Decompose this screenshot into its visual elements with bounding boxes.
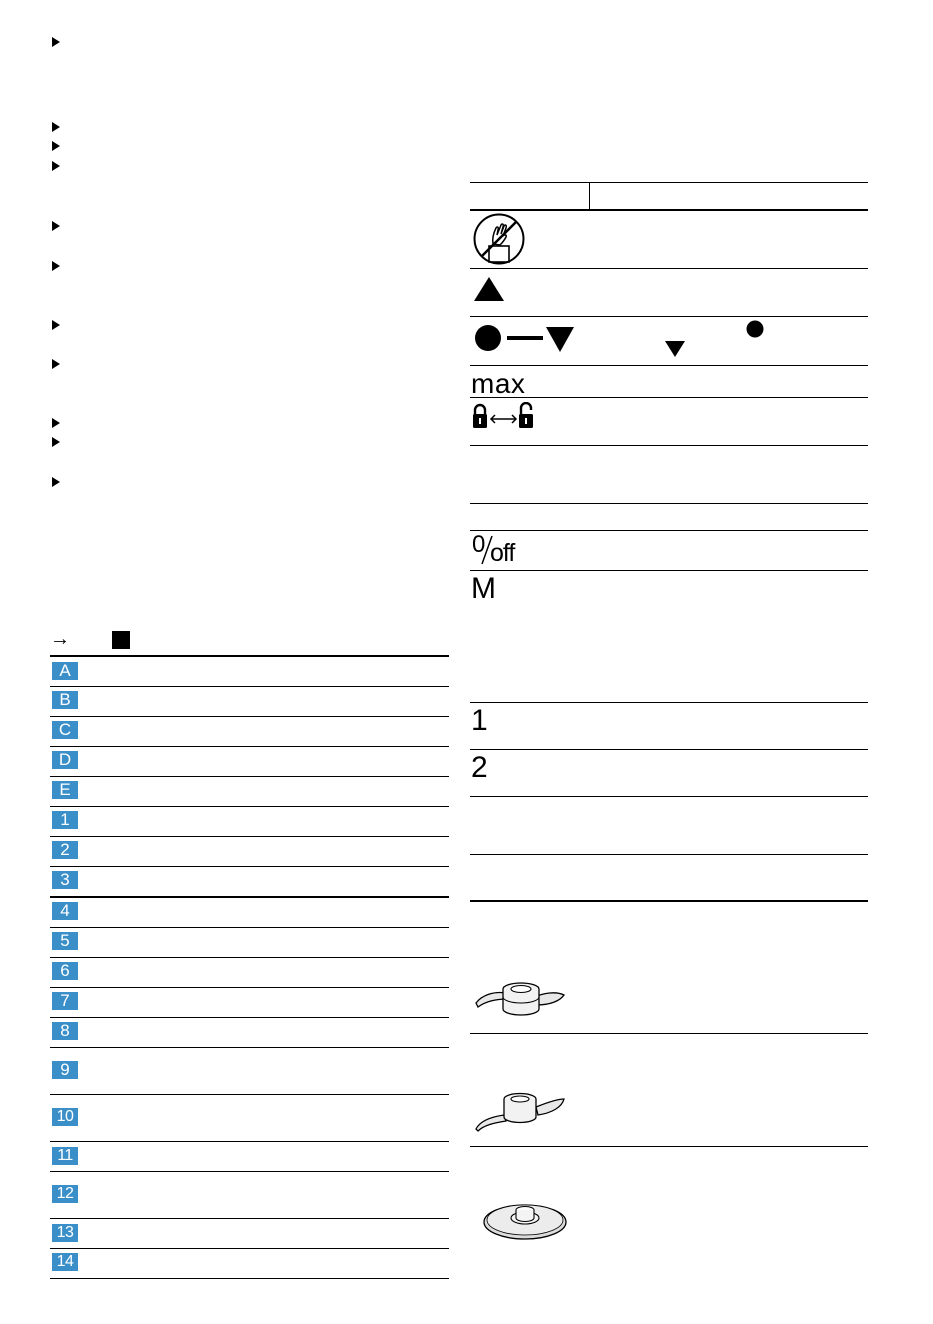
table-row (50, 807, 449, 837)
part-label: C (52, 721, 78, 739)
part-label: 10 (52, 1108, 78, 1126)
table-row (50, 1142, 449, 1172)
speed-2-symbol: 2 (471, 751, 488, 784)
max-symbol: max (471, 368, 526, 399)
bullet-marker (52, 477, 60, 487)
disc-image (482, 1192, 568, 1242)
table-row (50, 867, 449, 898)
part-label: 11 (52, 1147, 78, 1165)
part-label: A (52, 662, 78, 680)
part-label: 9 (52, 1061, 78, 1079)
part-label: 8 (52, 1022, 78, 1040)
table-rule (470, 570, 868, 571)
arrow-right-icon: → (50, 628, 70, 650)
part-label: 2 (52, 841, 78, 859)
part-label: 5 (52, 932, 78, 950)
bullet-marker (52, 141, 60, 151)
table-rule (470, 530, 868, 531)
part-label: 12 (52, 1185, 78, 1203)
table-rule (470, 268, 868, 269)
table-rule (470, 503, 868, 504)
part-label: 3 (52, 871, 78, 889)
speed-1-symbol: 1 (471, 704, 488, 737)
table-rule (470, 316, 868, 317)
table-rule (470, 182, 868, 183)
no-hands-warning-icon (472, 212, 526, 266)
table-rule (470, 796, 868, 797)
table-rule (470, 365, 868, 366)
bullet-marker (52, 122, 60, 132)
part-label: 6 (52, 962, 78, 980)
table-rule (470, 1033, 868, 1034)
triangle-up-icon (472, 275, 506, 303)
table-row (50, 1172, 449, 1219)
bullet-marker (52, 221, 60, 231)
table-rule (470, 900, 868, 902)
table-rule (470, 397, 868, 398)
double-blade-image (472, 975, 568, 1025)
part-label: E (52, 781, 78, 799)
parts-table (50, 655, 449, 1279)
table-row (50, 1249, 449, 1279)
table-row (50, 898, 449, 928)
part-label: 7 (52, 992, 78, 1010)
part-label: 1 (52, 811, 78, 829)
table-rule (470, 209, 868, 211)
column-divider (589, 182, 590, 210)
part-label: 14 (52, 1253, 78, 1271)
circle-dot-icon (745, 319, 765, 339)
table-row (50, 958, 449, 988)
part-label: B (52, 691, 78, 709)
part-label: 4 (52, 902, 78, 920)
part-label: 13 (52, 1224, 78, 1242)
single-blade-image (472, 1085, 568, 1135)
off-symbol (472, 533, 532, 567)
table-row (50, 988, 449, 1018)
bullet-marker (52, 320, 60, 330)
table-row (50, 687, 449, 717)
bullet-marker (52, 37, 60, 47)
table-rule (470, 702, 868, 703)
table-row (50, 837, 449, 867)
bullet-marker (52, 359, 60, 369)
table-row (50, 928, 449, 958)
table-rule (470, 854, 868, 855)
table-rule (470, 445, 868, 446)
table-row (50, 1048, 449, 1095)
table-row (50, 777, 449, 807)
bullet-marker (52, 161, 60, 171)
off-symbol-zero: 0 (472, 531, 486, 558)
m-symbol: M (471, 572, 496, 605)
table-row (50, 657, 449, 687)
table-row (50, 747, 449, 777)
table-rule (470, 1146, 868, 1147)
off-symbol-text: off (490, 539, 515, 567)
table-row (50, 1095, 449, 1142)
bullet-marker (52, 437, 60, 447)
triangle-down-icon (664, 340, 686, 358)
table-rule (470, 749, 868, 750)
parts-table-header (50, 627, 449, 655)
black-square-icon (112, 631, 130, 649)
bullet-marker (52, 418, 60, 428)
table-row (50, 1219, 449, 1249)
table-row (50, 1018, 449, 1048)
circle-to-triangle-icon (474, 322, 576, 354)
part-label: D (52, 751, 78, 769)
bullet-marker (52, 261, 60, 271)
table-row (50, 717, 449, 747)
lock-unlock-icon (472, 402, 534, 430)
